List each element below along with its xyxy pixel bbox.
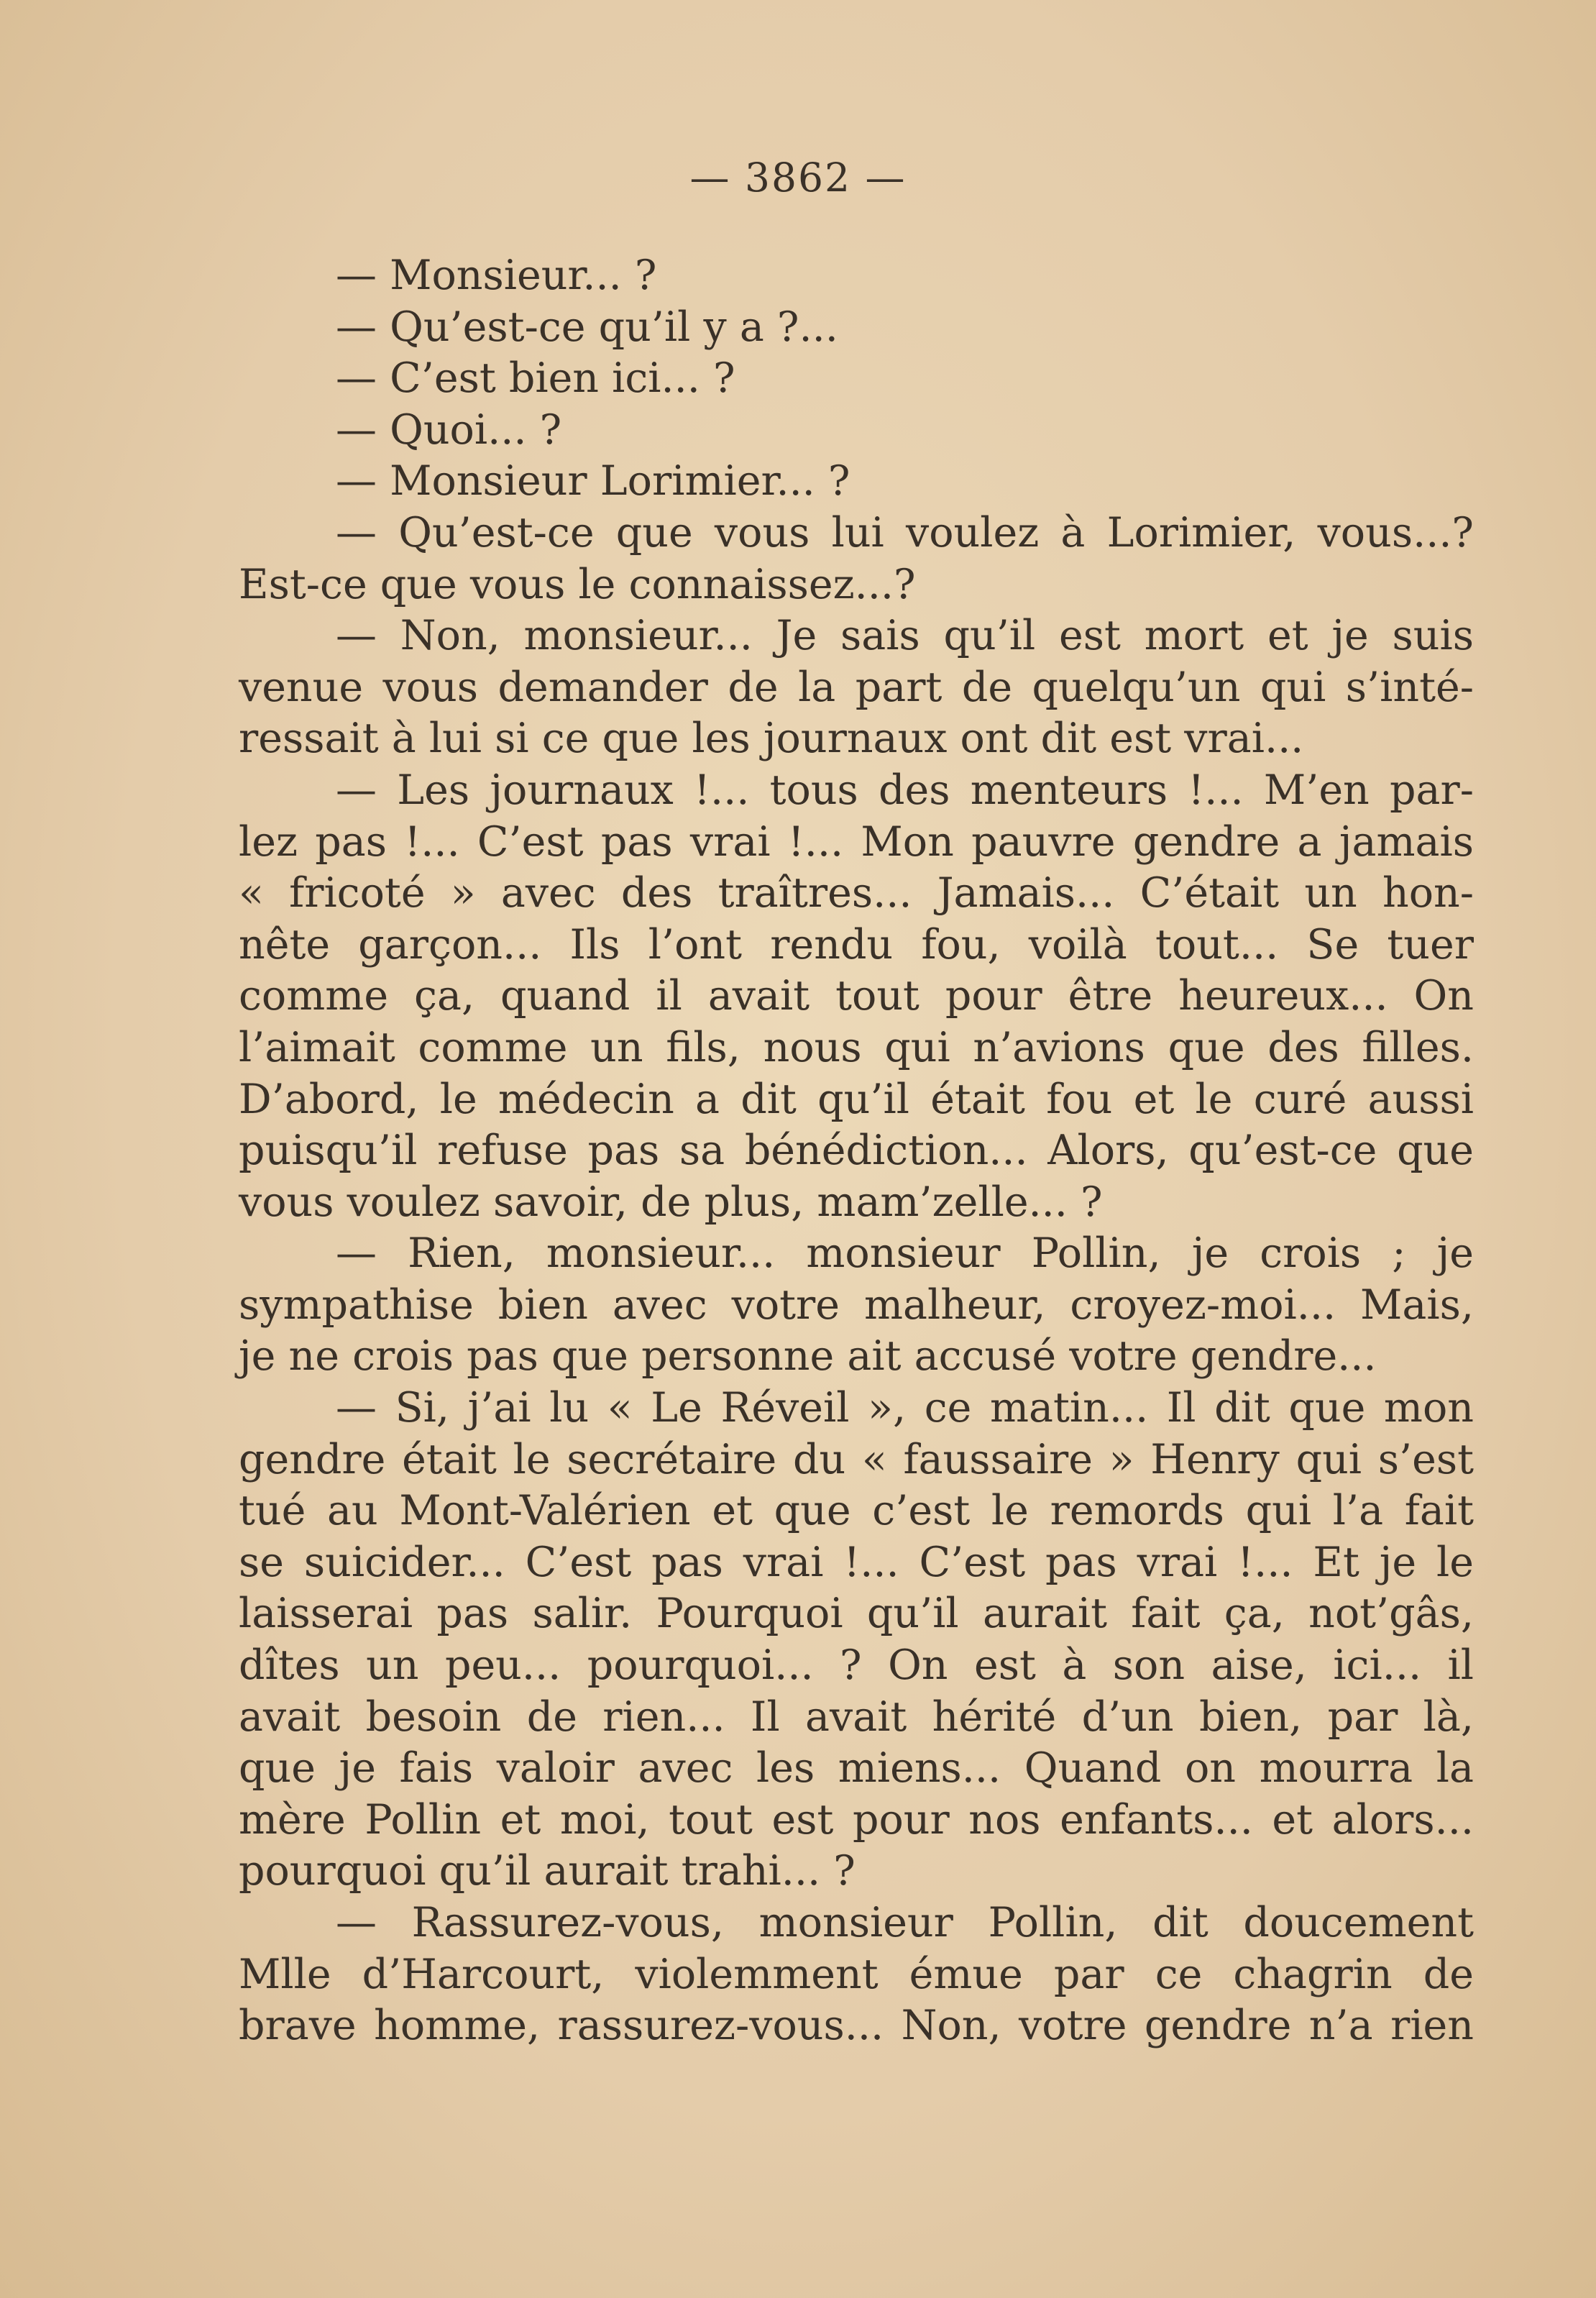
text-line: — Qu’est-ce qu’il y a ?... xyxy=(336,303,838,351)
text-line: D’abord, le médecin a dit qu’il était fou et le curé aussi xyxy=(239,1075,1474,1123)
text-line: que je fais valoir avec les miens... Quand on mourra la xyxy=(239,1744,1474,1793)
text-line: Mlle d’Harcourt, violemment émue par ce chagrin de xyxy=(239,1950,1474,1998)
text-line: laisserai pas salir. Pourquoi qu’il aurait fait ça, not’gâs, xyxy=(239,1590,1474,1638)
text-line: mère Pollin et moi, tout est pour nos enfants... et alors... xyxy=(239,1795,1474,1844)
text-line: sympathise bien avec votre malheur, croyez-moi... Mais, xyxy=(239,1281,1474,1329)
text-line: je ne crois pas que personne ait accusé votre gendre... xyxy=(239,1332,1377,1381)
text-line: tué au Mont-Valérien et que c’est le remords qui l’a fait xyxy=(239,1487,1474,1535)
text-line: — Si, j’ai lu « Le Réveil », ce matin... Il dit que mon xyxy=(336,1384,1474,1432)
text-line: comme ça, quand il avait tout pour être heureux... On xyxy=(239,972,1474,1020)
text-line: se suicider... C’est pas vrai !... C’est pas vrai !... Et je le xyxy=(239,1538,1474,1586)
text-line: vous voulez savoir, de plus, mam’zelle... ? xyxy=(239,1178,1103,1226)
text-line: — Les journaux !... tous des menteurs !... M’en par- xyxy=(336,766,1474,814)
text-line: — Monsieur Lorimier... ? xyxy=(336,457,850,505)
text-line: lez pas !... C’est pas vrai !... Mon pauvre gendre a jamais xyxy=(239,818,1474,866)
text-line: Est-ce que vous le connaissez...? xyxy=(239,560,916,608)
text-line: brave homme, rassurez-vous... Non, votre gendre n’a rien xyxy=(239,2002,1474,2050)
text-line: dîtes un peu... pourquoi... ? On est à son aise, ici... il xyxy=(239,1642,1474,1690)
text-line: — Rassurez-vous, monsieur Pollin, dit doucement xyxy=(336,1899,1474,1946)
text-line: — Monsieur... ? xyxy=(336,252,657,299)
text-line: gendre était le secrétaire du « faussaire » Henry qui s’est xyxy=(239,1435,1474,1483)
text-line: puisqu’il refuse pas sa bénédiction... Alors, qu’est-ce que xyxy=(239,1127,1474,1175)
page-number: — 3862 — xyxy=(689,155,907,201)
text-line: nête garçon... Ils l’ont rendu fou, voilà tout... Se tuer xyxy=(239,920,1474,969)
text-line: l’aimait comme un fils, nous qui n’avions que des filles. xyxy=(239,1023,1474,1071)
text-line: pourquoi qu’il aurait trahi... ? xyxy=(239,1847,856,1895)
text-line: — C’est bien ici... ? xyxy=(336,354,735,403)
text-line: — Non, monsieur... Je sais qu’il est mort et je suis xyxy=(336,612,1474,660)
page-text xyxy=(239,250,1474,2052)
text-line: venue vous demander de la part de quelqu’un qui s’inté- xyxy=(239,663,1474,711)
text-line: — Quoi... ? xyxy=(336,406,562,454)
text-line: ressait à lui si ce que les journaux ont dit est vrai... xyxy=(239,715,1304,763)
text-line: « fricoté » avec des traîtres... Jamais... C’était un hon- xyxy=(239,869,1474,917)
text-line: — Qu’est-ce que vous lui voulez à Lorimier, vous...? xyxy=(336,508,1474,557)
text-line: — Rien, monsieur... monsieur Pollin, je crois ; je xyxy=(336,1230,1474,1278)
text-line: avait besoin de rien... Il avait hérité d’un bien, par là, xyxy=(239,1693,1474,1741)
